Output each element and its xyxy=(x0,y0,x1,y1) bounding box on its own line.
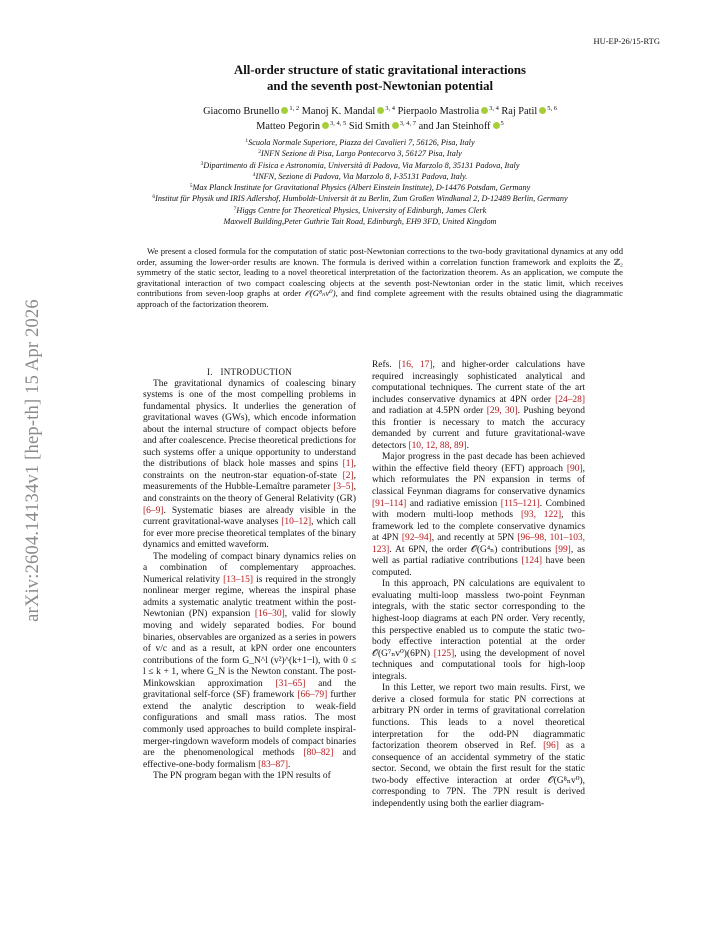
paragraph xyxy=(143,552,356,771)
affiliation-text: Maxwell Building,Peter Guthrie Tait Road, Edinburgh, EH9 3FD, United Kingdom xyxy=(223,217,497,227)
order-expression: 𝒪(G⁸ₙv⁰) xyxy=(304,288,336,299)
body-text: . Combined with modern multi-loop methods xyxy=(372,498,585,521)
z2-symbol: ℤ₂ xyxy=(613,256,623,267)
author-name: and Jan Steinhoff xyxy=(418,120,491,132)
body-text: The modeling of compact binary dynamics relies on a combination of complementary approaches. Numerical relativity xyxy=(143,551,356,585)
citation-link[interactable]: [31–65] xyxy=(275,678,306,689)
body-text: , which call for ever more precise theoretical templates of the binary dynamics and emitted waveform. xyxy=(143,517,356,551)
affiliation-text: Institut für Physik und IRIS Adlershof, Humboldt-Universit ät zu Berlin, Zum Großen Windkanal 2, D-12489 Berlin, Germany xyxy=(155,194,568,204)
citation-link[interactable]: [6–9] xyxy=(143,505,164,516)
author xyxy=(398,106,499,117)
orcid-icon[interactable] xyxy=(539,107,546,114)
body-text: as a consequence of an accidental symmetry of the static sector. Second, we obtain the first result for the static two-body effective interaction at order 𝒪(G⁸ₙv⁰), corresponding to 7PN. The 7PN result is derived independently using both the earlier diagram- xyxy=(372,741,585,809)
citation-link[interactable]: [2] xyxy=(342,470,354,481)
citation-link[interactable]: [10–12] xyxy=(281,517,312,528)
citation-link[interactable]: [83–87] xyxy=(258,759,289,770)
paragraph xyxy=(143,379,356,552)
affiliation xyxy=(40,160,680,171)
orcid-icon[interactable] xyxy=(377,107,384,114)
citation-link[interactable]: [29, 30] xyxy=(486,406,518,417)
citation-link[interactable]: [90] xyxy=(566,463,583,474)
affiliation-marker: 3, 4 xyxy=(489,105,499,112)
body-text: The gravitational dynamics of coalescing binary systems is one of the most compelling problems in fundamental physics. It underlies the generation of gravitational waves (GWs), which encode information about the internal structure of compact objects before and after coalescence. Precise theoretical predictions for such systems offer a unique opportunity to understand the distributions of black hole masses and spins xyxy=(143,378,356,470)
body-text: , constraints on the neutron-star equation-of-state xyxy=(143,459,356,481)
body-text: further extend the analytic description to weak-field configurations and small mass ratios. The most commonly used approaches to build complete inspiral-merger-ringdown waveform models of compact binaries are the phenomenological methods xyxy=(143,690,356,759)
citation-link[interactable]: [93, 122] xyxy=(520,510,562,521)
affiliation xyxy=(40,216,680,227)
body-text: , and constraints on the theory of General Relativity (GR) xyxy=(143,482,356,505)
affiliation-number: 3 xyxy=(200,160,204,167)
body-text: . Systematic biases are already visible in the current gravitational-wave analyses xyxy=(143,505,356,528)
abstract-text-2: symmetry of the static sector, leading to a novel theoretical interpretation of the factorization theorem. As an application, we compute the gravitational interaction of two compact coalescing objects at the seventh post-Newtonian order in the static limit, which receives contributions from seven-loop graphs at order xyxy=(137,267,623,299)
body-text: and the gravitational self-force (SF) framework xyxy=(143,678,356,701)
affiliation-marker: 3, 4, 7 xyxy=(399,119,417,127)
section-number: I. xyxy=(206,367,213,377)
citation-link[interactable]: [16, 17] xyxy=(398,360,433,370)
section-heading xyxy=(143,367,356,379)
paragraph xyxy=(143,771,356,783)
abstract xyxy=(137,246,623,310)
affiliation-marker: 1, 2 xyxy=(289,105,300,112)
citation-link[interactable]: [115–121] xyxy=(500,498,540,509)
affiliation xyxy=(40,137,680,148)
citation-link[interactable]: [91–114] xyxy=(372,498,407,509)
citation-link[interactable]: [10, 12, 88, 89] xyxy=(408,440,467,451)
body-text: , valid for slowly moving and widely separated bodies. For bound binaries, observables are organized as a series in powers of v/c and as a result, at kPN order one encounters contributions of the form G_N^l (v²)^(k+1−l), with 0 ≤ l ≤ k + 1, where G_N is the Newton constant. The post-Minkowskian approximation xyxy=(143,609,357,689)
paragraph xyxy=(372,452,585,579)
citation-link[interactable]: [125] xyxy=(433,648,455,659)
affiliation xyxy=(40,193,680,204)
author-name: Manoj K. Mandal xyxy=(301,106,376,117)
body-text: , measurements of the Hubble-Lemaître parameter xyxy=(143,470,356,493)
affiliation-text: Higgs Centre for Theoretical Physics, University of Edinburgh, James Clerk xyxy=(236,205,487,215)
citation-link[interactable]: [99] xyxy=(555,544,571,555)
paragraph xyxy=(372,683,585,810)
abstract-text-3: , and find complete agreement with the results obtained using the diagrammatic approach of the factorization theorem. xyxy=(137,288,623,309)
paper-title xyxy=(100,62,660,94)
body-text: , which reformulates the PN expansion in terms of classical Feynman diagrams for conservative dynamics xyxy=(372,463,585,498)
author xyxy=(419,121,504,132)
affiliation-marker: 3, 4, 5 xyxy=(330,119,347,127)
citation-link[interactable]: [13–15] xyxy=(223,574,253,585)
author-name: Pierpaolo Mastrolia xyxy=(397,106,480,117)
citation-link[interactable]: [3–5] xyxy=(333,482,354,493)
citation-link[interactable]: [24–28] xyxy=(555,394,585,405)
orcid-icon[interactable] xyxy=(322,122,329,129)
body-text: , using the development of novel techniques and computational tools for high-loop integrals. xyxy=(372,648,585,682)
paragraph xyxy=(372,579,585,683)
title-line-2: and the seventh post-Newtonian potential xyxy=(266,79,494,93)
body-text: is required in the strongly nonlinear merger regime, whereas the inspiral phase admits a systematic analytic treatment within the post-Newtonian (PN) expansion xyxy=(143,574,356,620)
affiliation xyxy=(40,205,680,216)
section-title: INTRODUCTION xyxy=(220,367,293,377)
body-text: The PN program began with the 1PN results of xyxy=(153,771,331,782)
orcid-icon[interactable] xyxy=(392,122,399,129)
affiliation-text: Max Planck Institute for Gravitational Physics (Albert Einstein Institute), D-14476 Potsdam, Germany xyxy=(192,183,531,193)
affiliation-text: INFN Sezione di Pisa, Largo Pontecorvo 3, 56127 Pisa, Italy xyxy=(261,149,462,159)
citation-link[interactable]: [92–94] xyxy=(401,533,432,544)
body-text: Refs. xyxy=(372,360,399,370)
body-text: and radiation at 4.5PN order xyxy=(372,406,487,417)
body-text: and radiative emission xyxy=(406,498,501,509)
author xyxy=(501,106,557,117)
body-text: , and higher-order calculations have required increasingly sophisticated analytical and computational techniques. The current state of the art includes conservative dynamics at 4PN order xyxy=(372,360,585,405)
title-line-1: All-order structure of static gravitational interactions xyxy=(233,63,527,77)
body-text: Major progress in the past decade has been achieved within the effective field theory (EFT) approach xyxy=(372,452,585,474)
author-name: Giacomo Brunello xyxy=(203,106,280,117)
author-list xyxy=(100,105,660,134)
body-text: and effective-one-body formalism xyxy=(143,748,356,770)
affiliation-number: 4 xyxy=(252,171,256,178)
body-text: , this framework led to the complete conservative dynamics at 4PN xyxy=(372,510,585,544)
author-name: Sid Smith xyxy=(348,120,390,132)
body-text: In this approach, PN calculations are equivalent to evaluating multi-loop massless two-point Feynman integrals, with the static sector corresponding to the highest-loop diagrams at each PN order. Very recently, this perspective enabled us to compute the static two-body effective interaction potential at the order 𝒪(G⁷ₙv⁰)(6PN) xyxy=(372,579,585,659)
body-text: . At 6PN, the order 𝒪(G⁴ₙ) contributions xyxy=(389,544,556,555)
affiliation-list xyxy=(40,137,680,227)
affiliation xyxy=(40,182,680,193)
body-text: , as well as partial radiative contributions xyxy=(372,544,585,567)
affiliation-text: Scuola Normale Superiore, Piazza dei Cavalieri 7, 56126, Pisa, Italy xyxy=(248,138,475,147)
body-text: . xyxy=(288,759,291,770)
orcid-icon[interactable] xyxy=(493,122,500,129)
citation-link[interactable]: [1] xyxy=(342,459,354,470)
arxiv-stamp xyxy=(22,260,44,660)
author xyxy=(203,106,299,117)
paragraph xyxy=(372,360,585,452)
affiliation-number: 5 xyxy=(189,183,193,190)
author-name: Matteo Pegorin xyxy=(256,120,321,132)
affiliation-marker: 3, 4 xyxy=(385,105,395,112)
author xyxy=(349,121,416,132)
body-text: . Pushing beyond this frontier is necessary to match the accuracy demanded by current and future gravitational-wave detectors xyxy=(372,406,585,451)
citation-link[interactable]: [96–98, 101–103, 123] xyxy=(372,533,585,555)
abstract-text-1: We present a closed formula for the computation of static post-Newtonian corrections to the two-body gravitational dynamics at any odd order, assuming the lower-order results are known. The formula is derived within a correlation function framework and exploits the xyxy=(137,246,623,267)
citation-link[interactable]: [66–79] xyxy=(297,690,328,701)
left-column xyxy=(143,367,356,783)
affiliation xyxy=(40,148,680,159)
affiliation-marker: 5 xyxy=(500,119,504,127)
affiliation-text: Dipartimento di Fisica e Astronomia, Università di Padova, Via Marzolo 8, 35131 Padova, Italy xyxy=(203,160,520,170)
citation-link[interactable]: [124] xyxy=(521,556,542,567)
affiliation-number: 2 xyxy=(258,149,261,156)
citation-link[interactable]: [16–30] xyxy=(254,609,285,620)
body-text: . xyxy=(466,440,469,451)
orcid-icon[interactable] xyxy=(281,107,288,114)
affiliation-number: 6 xyxy=(152,194,156,201)
affiliation-text: INFN, Sezione di Padova, Via Marzolo 8, I-35131 Padova, Italy. xyxy=(255,171,468,181)
body-text: , and recently at 5PN xyxy=(431,533,518,544)
right-column xyxy=(372,360,585,810)
citation-link[interactable]: [96] xyxy=(543,741,559,752)
citation-link[interactable]: [80–82] xyxy=(303,748,334,759)
affiliation-number: 7 xyxy=(233,205,237,212)
author xyxy=(302,106,395,117)
affiliation xyxy=(40,171,680,182)
body-text: In this Letter, we report two main results. First, we derive a closed formula for static PN corrections at arbitrary PN order in terms of gravitational correlation functions. This leads to a novel theoretical interpretation for the odd-PN diagrammatic factorization theorem observed in Ref. xyxy=(372,683,585,752)
affiliation-marker: 5, 6 xyxy=(547,105,557,112)
orcid-icon[interactable] xyxy=(481,107,488,114)
author xyxy=(256,121,346,132)
report-number: HU-EP-26/15-RTG xyxy=(593,36,660,46)
body-text: have been computed. xyxy=(372,556,585,578)
arxiv-identifier: arXiv:2604.14134v1 [hep-th] 15 Apr 2026 xyxy=(22,298,43,622)
affiliation-number: 1 xyxy=(245,138,249,144)
author-name: Raj Patil xyxy=(501,106,538,117)
